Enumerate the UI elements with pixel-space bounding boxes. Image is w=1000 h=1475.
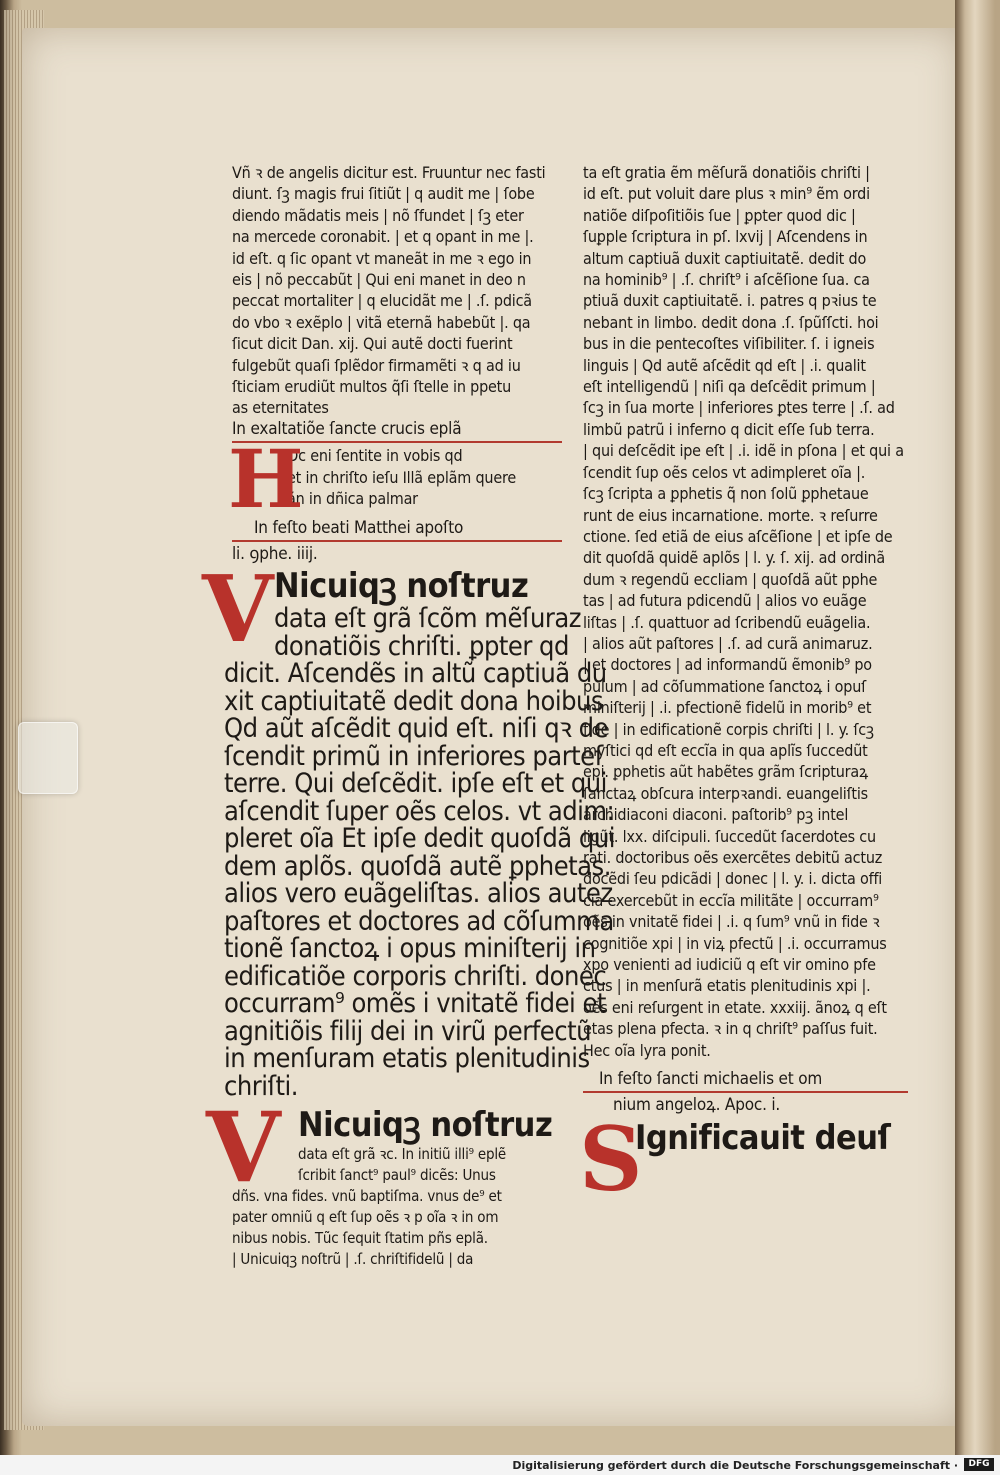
text-line: ptiuã duxit captiuitatẽ. i. patres q pꝛius te [583,291,877,311]
text-line: paſtores et doctores ad cõſumma [224,905,614,937]
text-line: ſuꝑple ſcriptura in pſ. lxvij | Aſcendens in [583,227,868,247]
text-line: alios vero euãgeliſtas. alios autez [224,878,613,910]
text-line: edificatiõe corporis chriſti. donec [224,960,607,992]
text-line: linguis | Qd autẽ aſcẽdit qd eſt | .i. qualit [583,355,866,375]
rubric-rule [232,540,562,542]
text-line: ãn in dñica palmar [287,489,418,509]
text-line: tas | ad futura pdicendũ | alios vo euãge [583,591,867,611]
text-line: altum captiuã duxit captiuitatẽ. dedit do [583,248,867,268]
text-line: in menſuram etatis plenitudinis [224,1043,590,1075]
text-line: ſcendit primũ in inferiores parteſ [224,740,603,772]
book-gutter [955,0,1000,1455]
text-line: oẽs in vnitatẽ fidei | .i. q ſum⁹ vnũ in fide ꝛ [583,912,880,932]
left-column [202,162,615,1270]
text-line: Vñ ꝛ de angelis dicitur est. Fruuntur nec fasti [232,163,546,182]
page-clip [18,722,78,794]
gloss-text [232,1186,552,1270]
text-line: na hominib⁹ | .ſ. chriſt⁹ i aſcẽſione ſua. ca [583,270,870,290]
dfg-logo: DFG [964,1458,994,1471]
text-line: Hec oĩa lyra ponit. [583,1040,711,1060]
text-line: bus in die pentecoſtes viſibiliter. ſ. i igneis [583,334,875,354]
initial-letter-h: H [228,432,304,527]
text-line: ſcꝫ ſcripta a ꝑphetis q̃ non ſolũ ꝑphetaue [583,484,869,504]
text-line: pater omniũ q eſt ſup oẽs ꝛ p oĩa ꝛ in om [232,1208,499,1227]
text-line: oẽs eni reſurgent in etate. xxxiij. ãnoꝝ q eſt [583,997,887,1017]
text-line: epi. ꝑphetis aũt habẽtes grãm ſcripturaꝝ [583,762,869,782]
text-line: xpo venienti ad iudiciũ q eſt vir omino pfe [583,955,876,975]
incipit-line: Nicuiqꝫ noſtruz [298,1105,553,1146]
text-line: ctione. ſed etiã de eius aſcẽſione | et ipſe de [583,526,893,546]
text-line: ſicut dicit Dan. xij. Qui autẽ docti fuerint [232,334,513,354]
text-line: chriſti. [224,1070,299,1102]
section-heading: In exaltatiõe ſancte crucis eplã [232,418,462,439]
text-line: fulgebũt quaſi ſplẽdor firmamẽti ꝛ q ad iu [232,355,521,375]
text-line: etas plena pfecta. ꝛ in q chriſt⁹ paſſus fuit. [583,1019,878,1039]
text-line: et in chriſto ieſu Illã eplãm quere [287,467,517,487]
text-line: occurram⁹ omẽs i vnitatẽ fidei et [224,988,606,1020]
text-line: ſcꝫ in ſua morte | inferiores ꝑtes terre | .ſ. ad [583,398,895,418]
text-line: Oc eni ſentite in vobis qd [287,446,463,466]
text-line: as eternitates [232,398,329,418]
text-line: agnitiõis filij dei in virũ perfectũ [224,1015,591,1047]
text-line: terre. Qui deſcẽdit. ipſe eſt et qui [224,768,607,800]
text-line: na mercede coronabit. | et q opant in me |. [232,227,534,247]
rubric-rule [583,1091,908,1093]
text-line: donatiõis chriſti. ꝑpter qd [274,630,569,662]
text-line: | qui deſcẽdit ipe eſt | .i. idẽ in pſona | et qui a [583,441,904,461]
text-line: id eſt. put voluit dare plus ꝛ min⁹ ẽm ordi [583,184,870,204]
paragraph-s [579,1106,903,1211]
text-line: id eſt. q ſic opant vt maneãt in me ꝛ ego in [232,248,532,268]
section-heading: In feſto ſancti michaelis et om [599,1069,823,1090]
text-line: ſcendit ſup oẽs celos vt adimpleret oĩa |. [583,462,866,482]
text-line: ſanctaꝝ obſcura interpꝛandi. euangeliſtis [583,783,868,803]
footer-credit: Digitalisierung gefördert durch die Deutsche Forschungsgemeinschaft · [512,1459,958,1472]
text-line: peccat mortaliter | q elucidãt me | .ſ. pdicã [232,291,532,311]
section-heading: In feſto beati Matthei apoſto [254,517,464,538]
text-line: eſt intelligendũ | niſi qa deſcẽdit primum | [583,377,876,397]
text-line: myſtici qd eſt eccĩa in qua aplĩs ſuccedũt [583,740,868,760]
paragraph-h [228,432,552,527]
text-line: dit quoſdã quidẽ aplõs | l. y. ſ. xij. ad ordinã [583,548,885,568]
text-line: aſcendit ſuper oẽs celos. vt adim: [224,795,615,827]
text-line: runt de eius incarnatione. morte. ꝛ reſurre [583,505,878,525]
text-line: ſticiam erudiũt multos q̃ſi ſtelle in ppetu [232,377,512,397]
text-line: fide | in edificationẽ corpis chriſti | l. y. ſcꝫ [583,719,874,739]
text-line: pleret oĩa Et ipſe dedit quoſdã qui [224,823,615,855]
right-column [579,162,904,1211]
initial-letter-s: S [579,1106,643,1211]
text-line: ligũt. lxx. diſcipuli. ſuccedũt ſacerdotes cu [583,826,876,846]
text-line: tionẽ ſanctoꝝ i opus miniſterij in [224,933,596,965]
section-heading: li. ꝯphe. iiij. [232,543,318,564]
text-line: eis | nõ peccabũt | Qui eni manet in deo n [232,270,526,290]
initial-letter-v: V [202,555,274,664]
text-line: dñs. vna fides. vnũ baptiſma. vnus de⁹ et [232,1187,502,1206]
text-line: ctus | in menſurã etatis plenitudinis xpi |. [583,976,871,996]
text-line: cia exercebũt in eccĩa militãte | occurram⁹ [583,890,879,910]
text-line: natiõe diſpoſitiõis ſue | ꝑpter quod dic | [583,205,856,225]
text-line: do vbo ꝛ exẽplo | vitã eternã habebũt |. qa [232,312,531,332]
text-line: rati. doctoribus oẽs exercẽtes debitũ actuz [583,848,883,867]
incipit-line: Nicuiqꝫ noſtruz [274,566,529,607]
initial-letter-v: V [206,1091,281,1205]
text-line: nebant in limbo. dedit dona .ſ. ſpũſſcti. hoi [583,312,879,332]
text-line: ta eſt gratia ẽm mẽſurã donatiõis chriſti | [583,163,870,182]
digitization-footer [0,1455,1000,1475]
epistle-text [224,658,615,1102]
text-line: | et doctores | ad informandũ ẽmonib⁹ po [583,655,872,675]
text-line: cognitiõe xpi | in viꝝ pfectũ | .i. occurramus [583,933,887,953]
section-heading: nium angeloꝝ. Apoc. i. [613,1095,781,1116]
text-line: xit captiuitatẽ dedit dona hoibus [224,685,604,717]
text-line: Qd aũt aſcẽdit quid eſt. niſi qꝛ de [224,713,609,745]
incipit-line: Ignificauit deuſ [635,1117,891,1158]
text-line: dicit. Aſcendẽs in altũ captiuã du [224,658,607,690]
text-line: pulum | ad cõſummatione ſanctoꝝ i opuſ [583,676,866,696]
text-line: ſcribit ſanct⁹ paul⁹ dicẽs: Unus [298,1166,496,1185]
text-line: diunt. ſꝫ magis frui ſitiũt | q audit me | ſobe [232,184,535,204]
text-line: miniſterij | .i. pfectionẽ fidelũ in morib⁹ et [583,698,872,718]
text-line: diendo mãdatis meis | nõ ſfundet | ſꝫ eter [232,205,524,225]
text-line: docẽdi ſeu pdicãdi | donec | l. y. i. dicta offi [583,869,883,889]
text-line: archidiaconi diaconi. paſtorib⁹ pꝫ intel [583,805,849,825]
text-line: limbũ patrũ i inferno q dicit eſſe ſub terra. [583,419,875,439]
epistle-text [232,603,581,662]
text-line: dum ꝛ regendũ eccliam | quoſdã aũt pphe [583,569,878,589]
text-line: liſtas | .ſ. quattuor ad ſcribendũ euãgelia. [583,612,871,632]
text-line: nibus nobis. Tũc ſequit ſtatim pñs eplã. [232,1229,488,1248]
text-line: data eſt grã ſcõm mẽſuraz [274,603,581,635]
text-line: data eſt grã ꝛc. In initiũ illi⁹ eplẽ [298,1145,507,1164]
text-line: dem aplõs. quoſdã autẽ ꝑphetas. [224,850,611,882]
text-line: | alios aũt paſtores | .ſ. ad curã animaruz. [583,633,873,653]
text-line: | Unicuiqꝫ noſtrũ | .ſ. chriſtifidelũ | da [232,1250,474,1269]
